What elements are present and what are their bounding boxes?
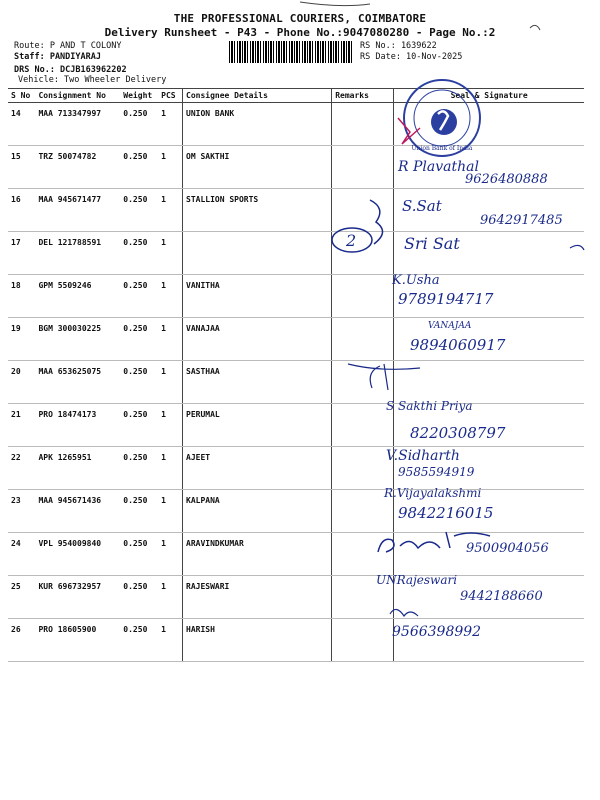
col-consignment: Consignment No (35, 89, 120, 103)
cell-signature (394, 318, 584, 361)
hand-name-18: K.Usha (392, 273, 440, 288)
cell-remarks (332, 404, 394, 447)
table-row (8, 146, 584, 189)
table-body (8, 103, 584, 662)
cell-consignee: VANITHA (183, 275, 332, 318)
cell-consignee: KALPANA (183, 490, 332, 533)
cell-weight: 0.250 (120, 576, 158, 619)
hand-phone-18: 9789194717 (398, 290, 494, 308)
cell-remarks (332, 490, 394, 533)
cell-remarks (332, 533, 394, 576)
cell-consignment: KUR 696732957 (35, 576, 120, 619)
hand-phone-26: 9566398992 (392, 624, 482, 640)
hand-mark-17: 2 (346, 231, 357, 250)
table-row (8, 232, 584, 275)
hand-name-22: V.Sidharth (386, 448, 460, 464)
cell-signature (394, 447, 584, 490)
cell-consignment: VPL 954009840 (35, 533, 120, 576)
col-sno: S No (8, 89, 35, 103)
vehicle-label: Vehicle: Two Wheeler Delivery (18, 75, 167, 85)
table-row (8, 318, 584, 361)
cell-sno: 17 (8, 232, 35, 275)
cell-signature (394, 619, 584, 662)
cell-signature (394, 275, 584, 318)
cell-signature (394, 490, 584, 533)
cell-weight: 0.250 (120, 232, 158, 275)
cell-weight: 0.250 (120, 189, 158, 232)
cell-consignee (183, 232, 332, 275)
cell-remarks (332, 189, 394, 232)
cell-remarks (332, 361, 394, 404)
cell-pcs: 1 (158, 318, 182, 361)
cell-consignee: UNION BANK (183, 103, 332, 146)
cell-consignment: GPM 5509246 (35, 275, 120, 318)
cell-consignment: MAA 945671436 (35, 490, 120, 533)
cell-remarks (332, 318, 394, 361)
cell-pcs: 1 (158, 619, 182, 662)
barcode (229, 41, 354, 63)
cell-consignment: PRO 18474173 (35, 404, 120, 447)
hand-phone-23: 9842216015 (398, 504, 494, 522)
table-header-row (8, 89, 584, 103)
cell-consignee: RAJESWARI (183, 576, 332, 619)
cell-remarks (332, 447, 394, 490)
table-row (8, 189, 584, 232)
cell-sno: 16 (8, 189, 35, 232)
cell-consignment: TRZ 50074782 (35, 146, 120, 189)
cell-consignee: PERUMAL (183, 404, 332, 447)
cell-signature (394, 404, 584, 447)
cell-weight: 0.250 (120, 447, 158, 490)
cell-sno: 14 (8, 103, 35, 146)
cell-consignee: STALLION SPORTS (183, 189, 332, 232)
hand-name-23: R.Vijayalakshmi (384, 486, 482, 500)
cell-signature (394, 103, 584, 146)
cell-weight: 0.250 (120, 490, 158, 533)
cell-sno: 15 (8, 146, 35, 189)
cell-consignee: SASTHAA (183, 361, 332, 404)
hand-phone-22: 9585594919 (398, 465, 475, 479)
cell-consignee: VANAJAA (183, 318, 332, 361)
drs-label: DRS No.: DCJB163962202 (14, 65, 127, 75)
hand-phone-24: 9500904056 (466, 541, 549, 556)
hand-phone-15: 9626480888 (465, 172, 548, 187)
cell-consignee: ARAVINDKUMAR (183, 533, 332, 576)
table-row (8, 404, 584, 447)
delivery-table (8, 88, 584, 662)
stamp-text: Union Bank of India (411, 145, 473, 152)
cell-consignment: PRO 18605900 (35, 619, 120, 662)
hand-name-19: VANAJAA (428, 321, 472, 331)
cell-signature (394, 576, 584, 619)
col-weight: Weight (120, 89, 158, 103)
cell-weight: 0.250 (120, 103, 158, 146)
table-row (8, 361, 584, 404)
cell-sno: 26 (8, 619, 35, 662)
cell-remarks (332, 576, 394, 619)
rs-number: RS No.: 1639622 (360, 41, 437, 51)
company-title: THE PROFESSIONAL COURIERS, COIMBATORE (173, 12, 427, 25)
cell-remarks (332, 232, 394, 275)
cell-pcs: 1 (158, 404, 182, 447)
cell-remarks (332, 103, 394, 146)
table-row (8, 619, 584, 662)
cell-consignee: HARISH (183, 619, 332, 662)
cell-consignment: MAA 653625075 (35, 361, 120, 404)
cell-signature (394, 146, 584, 189)
col-seal: Seal & Signature (394, 89, 584, 103)
cell-signature (394, 361, 584, 404)
staff-label: Staff: PANDIYARAJ (14, 52, 101, 62)
col-details: Consignee Details (183, 89, 332, 103)
hand-phone-19: 9894060917 (410, 336, 506, 354)
hand-phone-21: 8220308797 (410, 424, 506, 442)
cell-sno: 22 (8, 447, 35, 490)
cell-remarks (332, 275, 394, 318)
cell-pcs: 1 (158, 490, 182, 533)
cell-sno: 24 (8, 533, 35, 576)
cell-weight: 0.250 (120, 361, 158, 404)
cell-sno: 20 (8, 361, 35, 404)
hand-phone-16: 9642917485 (480, 213, 563, 228)
cell-sno: 18 (8, 275, 35, 318)
cell-pcs: 1 (158, 189, 182, 232)
cell-pcs: 1 (158, 361, 182, 404)
cell-sno: 25 (8, 576, 35, 619)
cell-pcs: 1 (158, 146, 182, 189)
table-row (8, 576, 584, 619)
cell-weight: 0.250 (120, 619, 158, 662)
cell-weight: 0.250 (120, 533, 158, 576)
cell-consignment: BGM 300030225 (35, 318, 120, 361)
cell-sno: 23 (8, 490, 35, 533)
table-row (8, 103, 584, 146)
hand-phone-25: 9442188660 (460, 589, 543, 604)
table-row (8, 533, 584, 576)
route-label: Route: P AND T COLONY (14, 41, 122, 51)
cell-pcs: 1 (158, 533, 182, 576)
cell-consignment: MAA 945671477 (35, 189, 120, 232)
cell-consignment: MAA 713347997 (35, 103, 120, 146)
cell-consignee: AJEET (183, 447, 332, 490)
table-row (8, 490, 584, 533)
hand-name-16: S.Sat (402, 197, 442, 215)
hand-name-25: UNRajeswari (376, 573, 458, 587)
cell-consignment: DEL 121788591 (35, 232, 120, 275)
cell-remarks (332, 619, 394, 662)
hand-name-17: Sri Sat (404, 234, 460, 253)
cell-weight: 0.250 (120, 275, 158, 318)
cell-pcs: 1 (158, 103, 182, 146)
table-row (8, 447, 584, 490)
cell-signature (394, 232, 584, 275)
scribble-mark (300, 2, 370, 6)
cell-weight: 0.250 (120, 318, 158, 361)
cell-sno: 19 (8, 318, 35, 361)
cell-signature (394, 533, 584, 576)
cell-weight: 0.250 (120, 146, 158, 189)
rs-date: RS Date: 10-Nov-2025 (360, 52, 463, 62)
cell-consignment: APK 1265951 (35, 447, 120, 490)
cell-pcs: 1 (158, 447, 182, 490)
cell-pcs: 1 (158, 232, 182, 275)
cell-signature (394, 189, 584, 232)
runsheet-subtitle: Delivery Runsheet - P43 - Phone No.:9047080280 - Page No.:2 (104, 26, 496, 39)
col-pcs: PCS (158, 89, 182, 103)
cell-consignee: OM SAKTHI (183, 146, 332, 189)
hand-name-21: S Sakthi Priya (386, 399, 473, 413)
cell-remarks (332, 146, 394, 189)
cell-weight: 0.250 (120, 404, 158, 447)
cell-pcs: 1 (158, 576, 182, 619)
cell-sno: 21 (8, 404, 35, 447)
cell-pcs: 1 (158, 275, 182, 318)
col-remarks: Remarks (332, 89, 394, 103)
hand-name-15: R Plavathal (398, 159, 479, 175)
table-row (8, 275, 584, 318)
